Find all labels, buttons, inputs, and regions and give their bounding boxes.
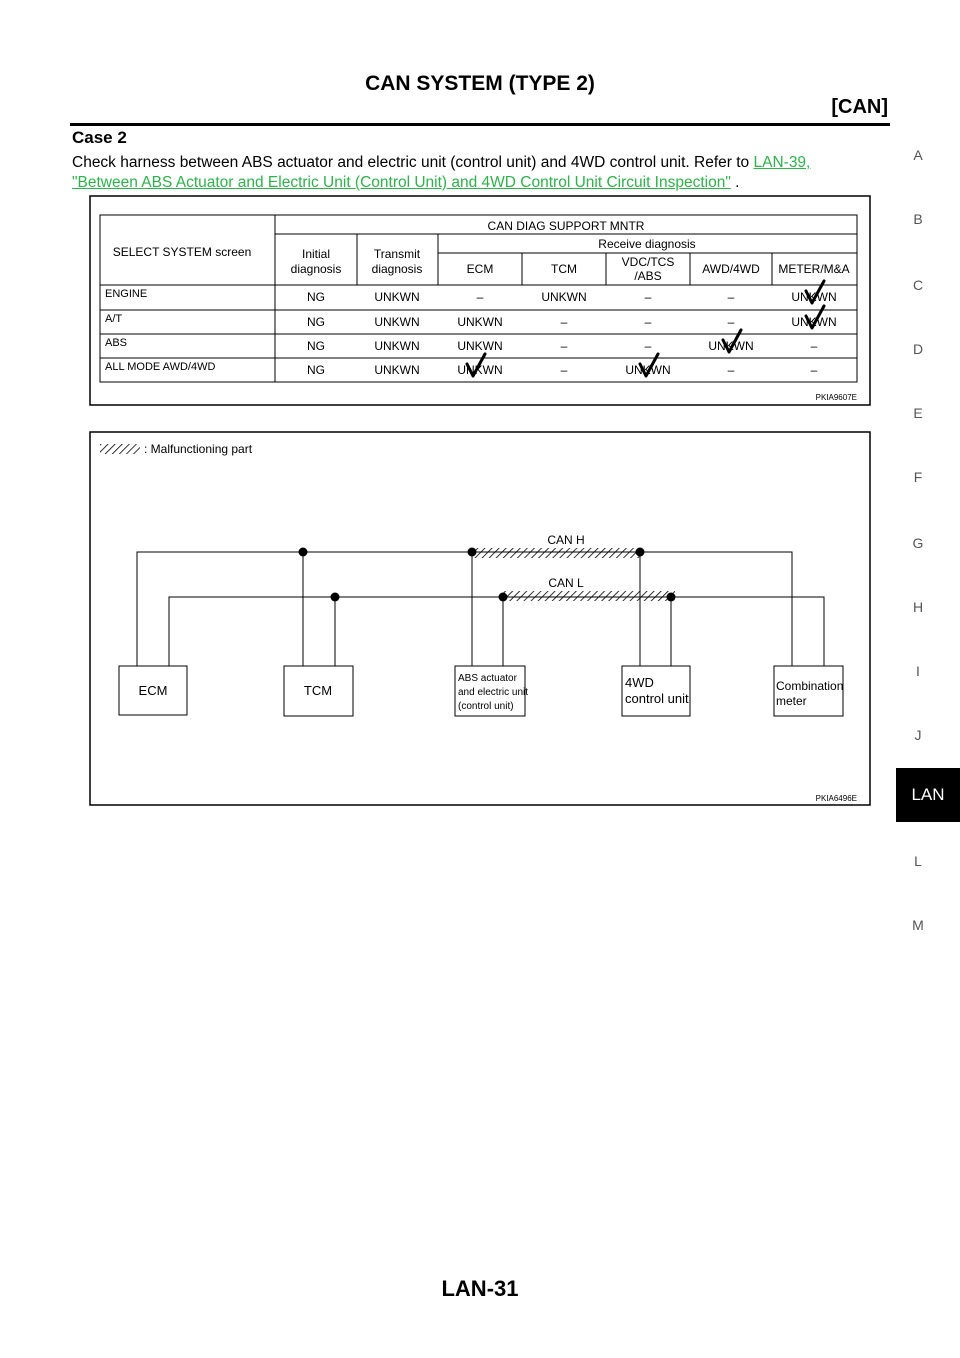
row-system-label: ALL MODE AWD/4WD	[105, 361, 216, 373]
row-receive-value: UNKWN	[457, 339, 503, 353]
row-receive-value: –	[727, 315, 735, 329]
abs-label-2: and electric unit	[458, 687, 529, 698]
row-receive-value: UNKWN	[791, 315, 837, 329]
tab-f[interactable]: F	[913, 469, 923, 485]
junction-dot	[636, 548, 645, 557]
instruction-text-end: .	[730, 174, 740, 191]
col-support-mntr: CAN DIAG SUPPORT MNTR	[487, 219, 645, 233]
row-initial-value: NG	[307, 290, 325, 304]
tab-b[interactable]: B	[913, 211, 923, 227]
col-receive-diagnosis: Receive diagnosis	[598, 237, 696, 251]
tab-e[interactable]: E	[913, 405, 923, 421]
awd-label-2: control unit	[625, 691, 689, 706]
row-receive-value: –	[476, 290, 484, 304]
row-receive-value: UNKWN	[457, 315, 503, 329]
tab-d[interactable]: D	[912, 341, 924, 357]
initial-header-line2: diagnosis	[290, 262, 342, 276]
meter-label-1: Combination	[776, 679, 844, 693]
tab-c[interactable]: C	[912, 277, 924, 293]
ref-link-inspection[interactable]: "Between ABS Actuator and Electric Unit (Control Unit) and 4WD Control Unit Circuit Inspection"	[72, 174, 731, 191]
row-receive-value: –	[560, 339, 568, 353]
row-receive-value: –	[560, 363, 568, 377]
abs-label-1: ABS actuator	[458, 673, 517, 684]
can-l-malfunction-zone	[503, 591, 675, 601]
abs-label-3: (control unit)	[458, 701, 514, 712]
tab-g[interactable]: G	[912, 535, 924, 551]
receive-col-header: METER/M&A	[778, 262, 850, 276]
case-heading: Case 2	[72, 128, 127, 147]
initial-header-line1: Initial	[301, 247, 331, 261]
junction-dot	[331, 593, 340, 602]
row-receive-value: UNKWN	[625, 363, 671, 377]
instruction-text: Check harness between ABS actuator and electric unit (control unit) and 4WD control unit. Refer to	[72, 154, 754, 171]
row-transmit-value: UNKWN	[374, 315, 420, 329]
tab-h[interactable]: H	[912, 599, 924, 615]
row-receive-value: –	[644, 290, 652, 304]
row-receive-value: –	[810, 363, 818, 377]
tcm-label: TCM	[303, 683, 333, 698]
row-initial-value: NG	[307, 315, 325, 329]
receive-col-header: AWD/4WD	[702, 262, 760, 276]
row-receive-value: –	[644, 339, 652, 353]
row-system-label: A/T	[105, 313, 123, 325]
ecm-label: ECM	[138, 683, 168, 698]
receive-col-header: /ABS	[634, 269, 662, 283]
col-select-system: SELECT SYSTEM screen	[112, 245, 252, 259]
row-transmit-value: UNKWN	[374, 339, 420, 353]
ref-link-page[interactable]: LAN-39,	[753, 154, 811, 171]
tab-i[interactable]: I	[916, 663, 920, 679]
diag-table-figure	[90, 196, 870, 405]
row-receive-value: –	[727, 363, 735, 377]
row-receive-value: –	[727, 290, 735, 304]
can-h-label: CAN H	[547, 533, 585, 547]
junction-dot	[299, 548, 308, 557]
col-transmit-diagnosis	[372, 247, 423, 276]
row-receive-value: UNKWN	[457, 363, 503, 377]
circuit-figure	[90, 432, 870, 805]
transmit-header-line2: diagnosis	[371, 262, 423, 276]
row-transmit-value: UNKWN	[374, 290, 420, 304]
junction-dot	[468, 548, 477, 557]
receive-col-header: ECM	[466, 262, 494, 276]
receive-col-header: VDC/TCS	[621, 255, 675, 269]
page-number: LAN-31	[441, 1276, 519, 1301]
tab-a[interactable]: A	[913, 147, 923, 163]
row-transmit-value: UNKWN	[374, 363, 420, 377]
legend-hatch-swatch	[100, 444, 140, 454]
tab-m[interactable]: M	[912, 917, 924, 933]
meter-label-2: meter	[776, 694, 807, 708]
page-title: CAN SYSTEM (TYPE 2)	[365, 72, 595, 95]
circuit-figure-frame	[90, 432, 870, 805]
tab-lan-active[interactable]: LAN	[896, 768, 960, 822]
junction-dot	[667, 593, 676, 602]
row-receive-value: UNKWN	[708, 339, 754, 353]
row-receive-value: –	[560, 315, 568, 329]
legend-text: : Malfunctioning part	[144, 442, 253, 456]
receive-col-header: TCM	[551, 262, 577, 276]
row-system-label: ABS	[105, 337, 128, 349]
transmit-header-line1: Transmit	[373, 247, 421, 261]
junction-dot	[499, 593, 508, 602]
row-receive-value: –	[644, 315, 652, 329]
tab-j[interactable]: J	[914, 727, 922, 743]
awd-label-1: 4WD	[625, 675, 654, 690]
row-receive-value: –	[810, 339, 818, 353]
can-l-label: CAN L	[548, 576, 584, 590]
figure-code: PKIA6496E	[815, 794, 857, 803]
can-h-malfunction-zone	[472, 548, 644, 558]
tab-l[interactable]: L	[914, 853, 922, 869]
row-receive-value: UNKWN	[541, 290, 587, 304]
row-system-label: ENGINE	[105, 288, 148, 300]
row-initial-value: NG	[307, 363, 325, 377]
section-label: [CAN]	[831, 96, 888, 118]
row-initial-value: NG	[307, 339, 325, 353]
figure-code: PKIA9607E	[815, 393, 857, 402]
row-receive-value: UNKWN	[791, 290, 837, 304]
